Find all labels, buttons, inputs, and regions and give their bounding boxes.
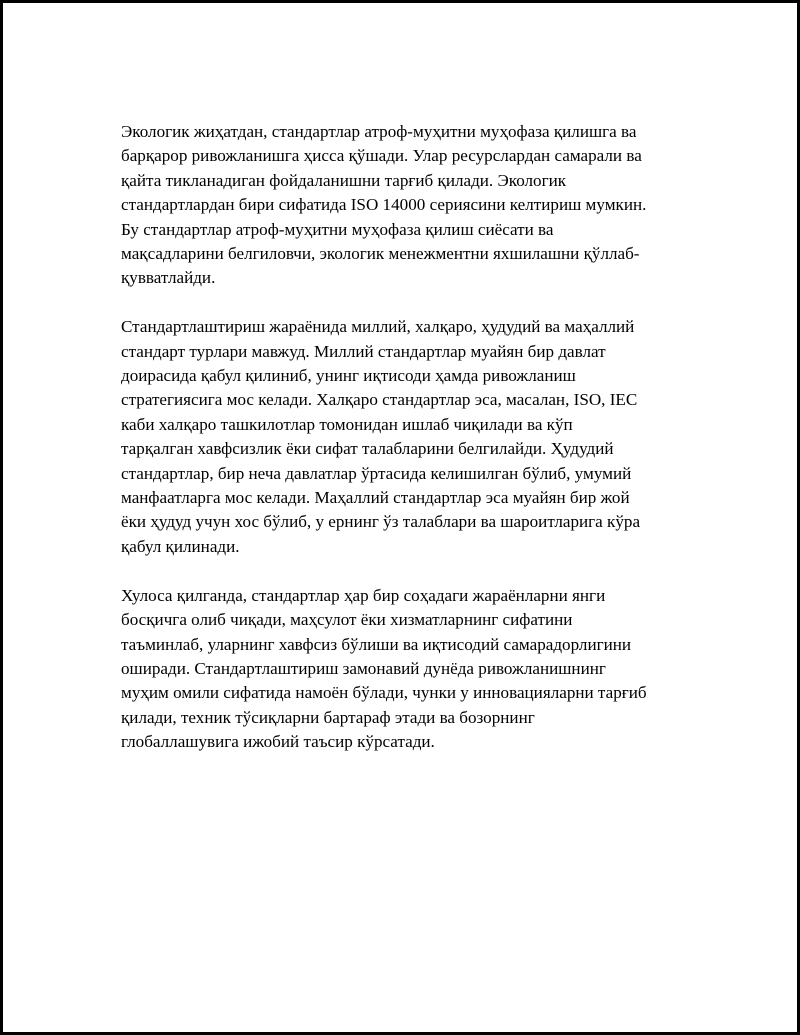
paragraph-conclusion: Хулоса қилганда, стандартлар ҳар бир соҳадаги жараёнларни янги босқичга олиб чиқади, маҳсулот ёки хизматларнинг сифатини таъминлаб, уларнинг хавфсиз бўлиши ва иқтисодий самарадорлигини оширади. Стандартлаштириш замонавий дунёда ривожланишнинг муҳим омили сифатида намоён бўлади, чунки у инновацияларни тарғиб қилади, техник тўсиқларни бартараф этади ва бозорнинг глобаллашувига ижобий таъсир кўрсатади. [121,585,647,752]
paragraph-environmental-standards: Экологик жиҳатдан, стандартлар атроф-муҳитни муҳофаза қилишга ва барқарор ривожланишга ҳисса қўшади. Улар ресурслардан самарали ва қайта тикланадиган фойдаланишни тарғиб қилади. Экологик стандартлардан бири сифатида ISO 14000 сериясини келтириш мумкин. Бу стандартлар атроф-муҳитни муҳофаза қилиш сиёсати ва мақсадларини белгиловчи, экологик менежментни яхшилашни қўллаб- қувватлайди. [121,122,647,288]
paragraph-standard-types: Стандартлаштириш жараёнида миллий, халқаро, ҳудудий ва маҳаллий стандарт турлари мавжуд. Миллий стандартлар муайян бир давлат доирасида қабул қилиниб, унинг иқтисоди ҳамда ривожланиш стратегиясига мос келади. Халқаро стандартлар эса, масалан, ISO, IEC каби халқаро ташкилотлар томонидан ишлаб чиқилади ва кўп тарқалган хавфсизлик ёки сифат талабларини белгилайди. Ҳудудий стандартлар, бир неча давлатлар ўртасида келишилган бўлиб, умумий манфаатларга мос келади. Маҳаллий стандартлар эса муайян бир жой ёки ҳудуд учун хос бўлиб, у ернинг ўз талаблари ва шароитларига кўра қабул қилинади. [121,317,641,556]
document-body [121,120,693,779]
